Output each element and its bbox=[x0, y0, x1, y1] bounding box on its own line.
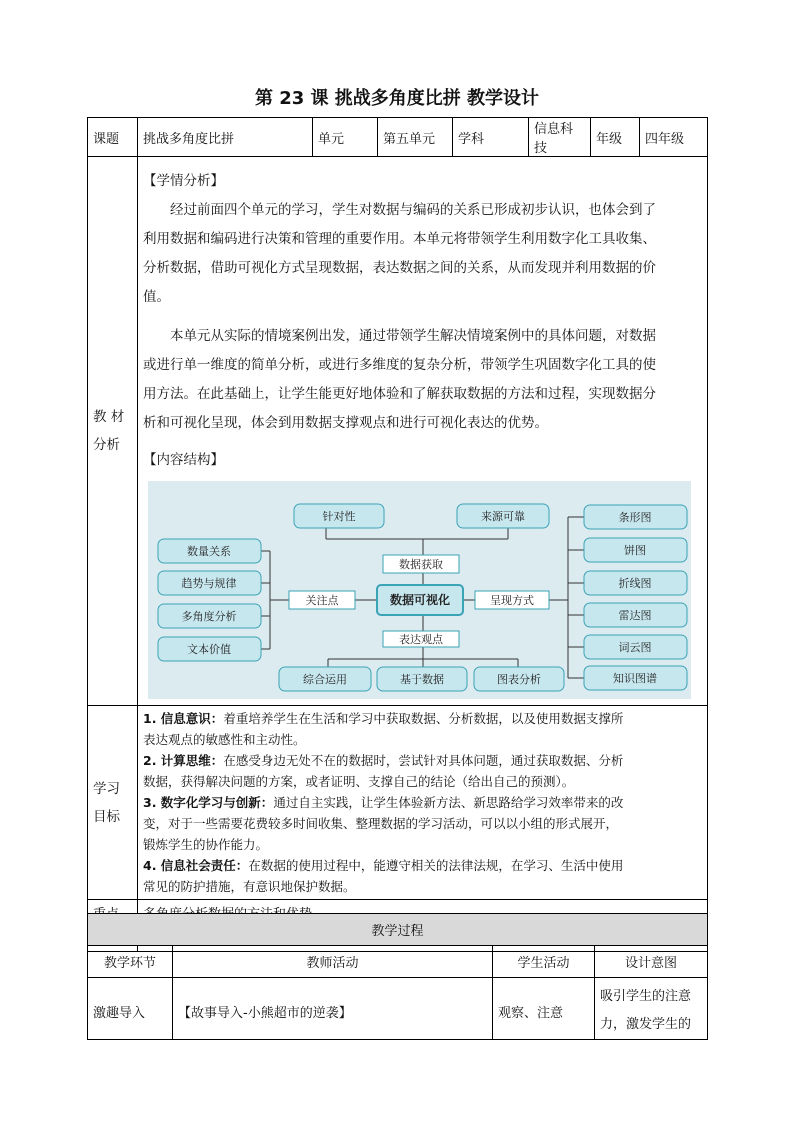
process-row-1 bbox=[88, 978, 708, 1040]
col-student: 学生活动 bbox=[493, 946, 595, 978]
col-teacher: 教师活动 bbox=[173, 946, 493, 978]
course-label: 课题 bbox=[88, 118, 138, 157]
goal-item-2: 2. 计算思维：在感受身边无处不在的数据时，尝试针对具体问题，通过获取数据、分析 数据，获得解决问题的方案，或者证明、支撑自己的结论（给出自己的预测）。 bbox=[143, 753, 624, 789]
material-content bbox=[138, 157, 708, 706]
goal-item-4: 4. 信息社会责任：在数据的使用过程中，能遵守相关的法律法规，在学习、生活中使用 常见的防护措施，有意识地保护数据。 bbox=[143, 858, 624, 894]
goals-label: 学习 目标 bbox=[88, 706, 138, 900]
col-stage: 教学环节 bbox=[88, 946, 173, 978]
analysis-paragraph-1: 经过前面四个单元的学习，学生对数据与编码的关系已形成初步认识，也体会到了 利用数据和编码进行决策和管理的重要作用。本单元将带领学生利用数字化工具收集、 分析数据，借助可视化方式呈现数据，表达数据之间的关系，从而发现并利用数据的价 值。 bbox=[143, 202, 656, 305]
bottom-item-2: 基于数据 bbox=[400, 673, 444, 686]
connector-presentation: 呈现方式 bbox=[490, 594, 534, 607]
right-item-1: 条形图 bbox=[618, 511, 652, 524]
right-item-5: 词云图 bbox=[618, 641, 652, 654]
left-item-1: 数量关系 bbox=[187, 545, 231, 558]
structure-heading: 【内容结构】 bbox=[143, 452, 224, 468]
material-label: 教 材 分析 bbox=[88, 157, 138, 706]
row-intent: 吸引学生的注意 力，激发学生的 bbox=[595, 978, 708, 1040]
bottom-item-1: 综合运用 bbox=[303, 673, 347, 686]
left-item-2: 趋势与规律 bbox=[181, 577, 237, 590]
grade-label: 年级 bbox=[591, 118, 640, 157]
analysis-paragraph-2: 本单元从实际的情境案例出发，通过带领学生解决情境案例中的具体问题，对数据 或进行单一维度的简单分析，或进行多维度的复杂分析，带领学生巩固数字化工具的使 用方法。在此基础上，让学生能更好地体验和了解获取数据的方法和过程，实现数据分 析和可视化呈现，体会到用数据支撑观点和进行可视化表达的优势。 bbox=[143, 328, 656, 431]
goal-item-3: 3. 数字化学习与创新：通过自主实践，让学生体验新方法、新思路给学习效率带来的改 变，对于一些需要花费较多时间收集、整理数据的学习活动，可以以小组的形式展开， 锻炼学生的协作能力。 bbox=[143, 795, 624, 852]
row-stage: 激趣导入 bbox=[88, 978, 173, 1040]
process-header: 教学过程 bbox=[88, 914, 708, 946]
header-row bbox=[88, 118, 708, 157]
connector-data-acquisition: 数据获取 bbox=[399, 558, 443, 571]
connector-express: 表达观点 bbox=[399, 633, 443, 646]
bottom-item-3: 图表分析 bbox=[497, 673, 541, 686]
row-student: 观察、注意 bbox=[493, 978, 595, 1040]
center-node: 数据可视化 bbox=[389, 593, 451, 607]
right-item-2: 饼图 bbox=[624, 544, 646, 557]
top-item-right: 来源可靠 bbox=[481, 510, 525, 523]
left-item-4: 文本价值 bbox=[187, 643, 231, 656]
right-item-3: 折线图 bbox=[618, 577, 652, 590]
document-title: 第 23 课 挑战多角度比拼 教学设计 bbox=[254, 88, 540, 109]
col-intent: 设计意图 bbox=[595, 946, 708, 978]
analysis-heading: 【学情分析】 bbox=[143, 173, 224, 189]
process-columns-row bbox=[88, 946, 708, 978]
content-structure-diagram bbox=[148, 481, 691, 699]
unit-label: 单元 bbox=[313, 118, 378, 157]
subject-label: 学科 bbox=[453, 118, 529, 157]
top-item-left: 针对性 bbox=[322, 510, 356, 523]
material-analysis-row bbox=[88, 157, 708, 706]
course-value: 挑战多角度比拼 bbox=[138, 118, 313, 157]
left-item-3: 多角度分析 bbox=[181, 610, 237, 623]
right-item-4: 雷达图 bbox=[618, 609, 652, 622]
learning-goals-row bbox=[88, 706, 708, 900]
mindmap-svg bbox=[148, 481, 691, 699]
connector-focus: 关注点 bbox=[305, 594, 339, 607]
goal-item-1: 1. 信息意识：着重培养学生在生活和学习中获取数据、分析数据，以及使用数据支撑所 表达观点的敏感性和主动性。 bbox=[143, 711, 624, 747]
goals-content bbox=[138, 706, 708, 900]
process-table bbox=[87, 913, 708, 1040]
row-teacher: 【故事导入-小熊超市的逆袭】 bbox=[173, 978, 493, 1040]
subject-value: 信息科技 bbox=[529, 118, 591, 157]
lesson-plan-table bbox=[87, 117, 708, 952]
grade-value: 四年级 bbox=[640, 118, 708, 157]
unit-value: 第五单元 bbox=[378, 118, 453, 157]
right-item-6: 知识图谱 bbox=[613, 672, 657, 685]
